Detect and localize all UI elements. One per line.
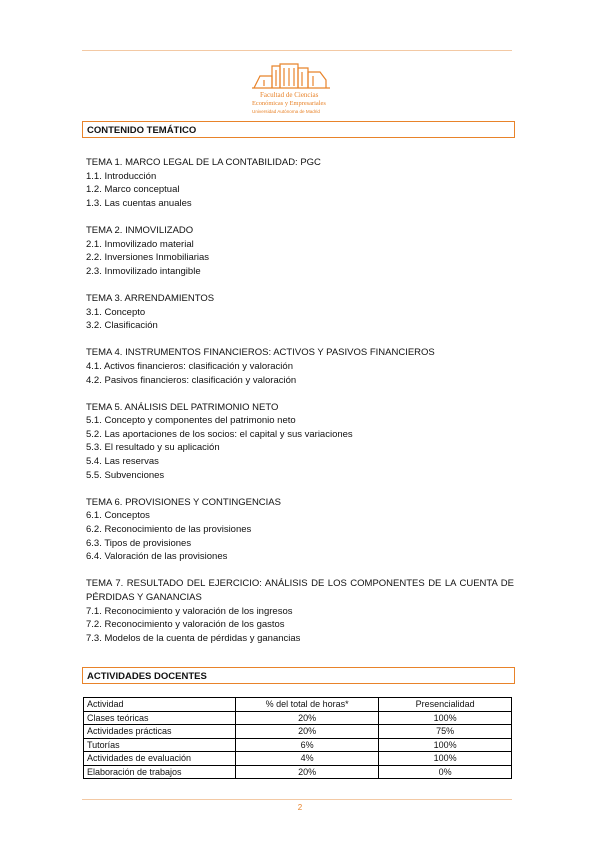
table-row bbox=[84, 711, 512, 725]
topic-item: 2.1. Inmovilizado material bbox=[86, 238, 194, 250]
table-cell: 100% bbox=[379, 711, 512, 725]
table-cell: Elaboración de trabajos bbox=[84, 765, 236, 779]
topic-block bbox=[86, 292, 514, 333]
topic-item: 7.3. Modelos de la cuenta de pérdidas y ganancias bbox=[86, 632, 301, 644]
topic-block bbox=[86, 496, 514, 564]
topic-item: 5.5. Subvenciones bbox=[86, 469, 165, 481]
table-header-cell: Presencialidad bbox=[379, 698, 512, 712]
table-cell: Clases teóricas bbox=[84, 711, 236, 725]
table-cell: Actividades prácticas bbox=[84, 725, 236, 739]
table-cell: 75% bbox=[379, 725, 512, 739]
topic-item: 1.2. Marco conceptual bbox=[86, 184, 180, 196]
section-header-actividades bbox=[82, 667, 515, 684]
page-number: 2 bbox=[297, 803, 303, 812]
table-cell: 20% bbox=[235, 725, 378, 739]
table-header-row bbox=[84, 698, 512, 712]
topic-item: 3.1. Concepto bbox=[86, 306, 146, 318]
table-row bbox=[84, 752, 512, 766]
faculty-building-logo bbox=[250, 58, 342, 118]
topic-title: TEMA 3. ARRENDAMIENTOS bbox=[86, 292, 215, 304]
topic-item: 7.1. Reconocimiento y valoración de los ingresos bbox=[86, 605, 293, 617]
topic-block bbox=[86, 577, 514, 645]
table-cell: 0% bbox=[379, 765, 512, 779]
topic-item: 6.1. Conceptos bbox=[86, 510, 150, 522]
topic-item: 5.2. Las aportaciones de los socios: el capital y sus variaciones bbox=[86, 428, 353, 440]
table-header-cell: Actividad bbox=[84, 698, 236, 712]
topic-item: 4.2. Pasivos financieros: clasificación y valoración bbox=[86, 374, 297, 386]
topic-block bbox=[86, 401, 514, 483]
topic-item: 2.2. Inversiones Inmobiliarias bbox=[86, 252, 210, 264]
topic-item: 7.2. Reconocimiento y valoración de los gastos bbox=[86, 619, 285, 631]
table-row bbox=[84, 725, 512, 739]
section-title: CONTENIDO TEMÁTICO bbox=[87, 125, 197, 136]
table-cell: 4% bbox=[235, 752, 378, 766]
topic-title: TEMA 2. INMOVILIZADO bbox=[86, 224, 194, 236]
topic-item: 6.4. Valoración de las provisiones bbox=[86, 551, 228, 563]
topic-block bbox=[86, 224, 514, 278]
section-header-contenido bbox=[82, 121, 515, 138]
topic-item: 4.1. Activos financieros: clasificación y valoración bbox=[86, 360, 293, 372]
topic-item: 5.3. El resultado y su aplicación bbox=[86, 442, 220, 454]
table-cell: Actividades de evaluación bbox=[84, 752, 236, 766]
activities-table bbox=[83, 697, 512, 779]
topic-item: 1.3. Las cuentas anuales bbox=[86, 197, 192, 209]
table-row bbox=[84, 738, 512, 752]
topic-item: 3.2. Clasificación bbox=[86, 320, 158, 332]
topics-list bbox=[86, 156, 514, 659]
header-rule bbox=[82, 50, 512, 51]
topic-title: TEMA 1. MARCO LEGAL DE LA CONTABILIDAD: PGC bbox=[86, 157, 321, 168]
topic-title: TEMA 7. RESULTADO DEL EJERCICIO: ANÁLISIS DE LOS COMPONENTES DE LA CUENTA DE PÉRDIDAS Y GANANCIAS bbox=[86, 578, 514, 603]
table-cell: Tutorías bbox=[84, 738, 236, 752]
topic-item: 1.1. Introducción bbox=[86, 170, 157, 182]
topic-block bbox=[86, 156, 514, 210]
topic-block bbox=[86, 346, 514, 387]
topic-title: TEMA 4. INSTRUMENTOS FINANCIEROS: ACTIVOS Y PASIVOS FINANCIEROS bbox=[86, 347, 435, 359]
topic-title: TEMA 6. PROVISIONES Y CONTINGENCIAS bbox=[86, 496, 281, 508]
topic-item: 6.3. Tipos de provisiones bbox=[86, 537, 192, 549]
table-header-cell: % del total de horas* bbox=[235, 698, 378, 712]
section-title: ACTIVIDADES DOCENTES bbox=[87, 671, 207, 682]
topic-item: 5.1. Concepto y componentes del patrimonio neto bbox=[86, 415, 296, 427]
table-row bbox=[84, 765, 512, 779]
topic-title: TEMA 5. ANÁLISIS DEL PATRIMONIO NETO bbox=[86, 401, 279, 413]
footer-rule bbox=[82, 799, 512, 800]
table-cell: 100% bbox=[379, 738, 512, 752]
logo-line-3: Universidad Autónoma de Madrid bbox=[252, 109, 320, 114]
topic-item: 6.2. Reconocimiento de las provisiones bbox=[86, 524, 252, 536]
topic-item: 5.4. Las reservas bbox=[86, 456, 159, 468]
table-cell: 20% bbox=[235, 711, 378, 725]
table-cell: 20% bbox=[235, 765, 378, 779]
table-cell: 6% bbox=[235, 738, 378, 752]
topic-item: 2.3. Inmovilizado intangible bbox=[86, 265, 201, 277]
logo-line-1: Facultad de Ciencias bbox=[260, 91, 319, 99]
table-cell: 100% bbox=[379, 752, 512, 766]
logo-line-2: Económicas y Empresariales bbox=[252, 100, 326, 107]
